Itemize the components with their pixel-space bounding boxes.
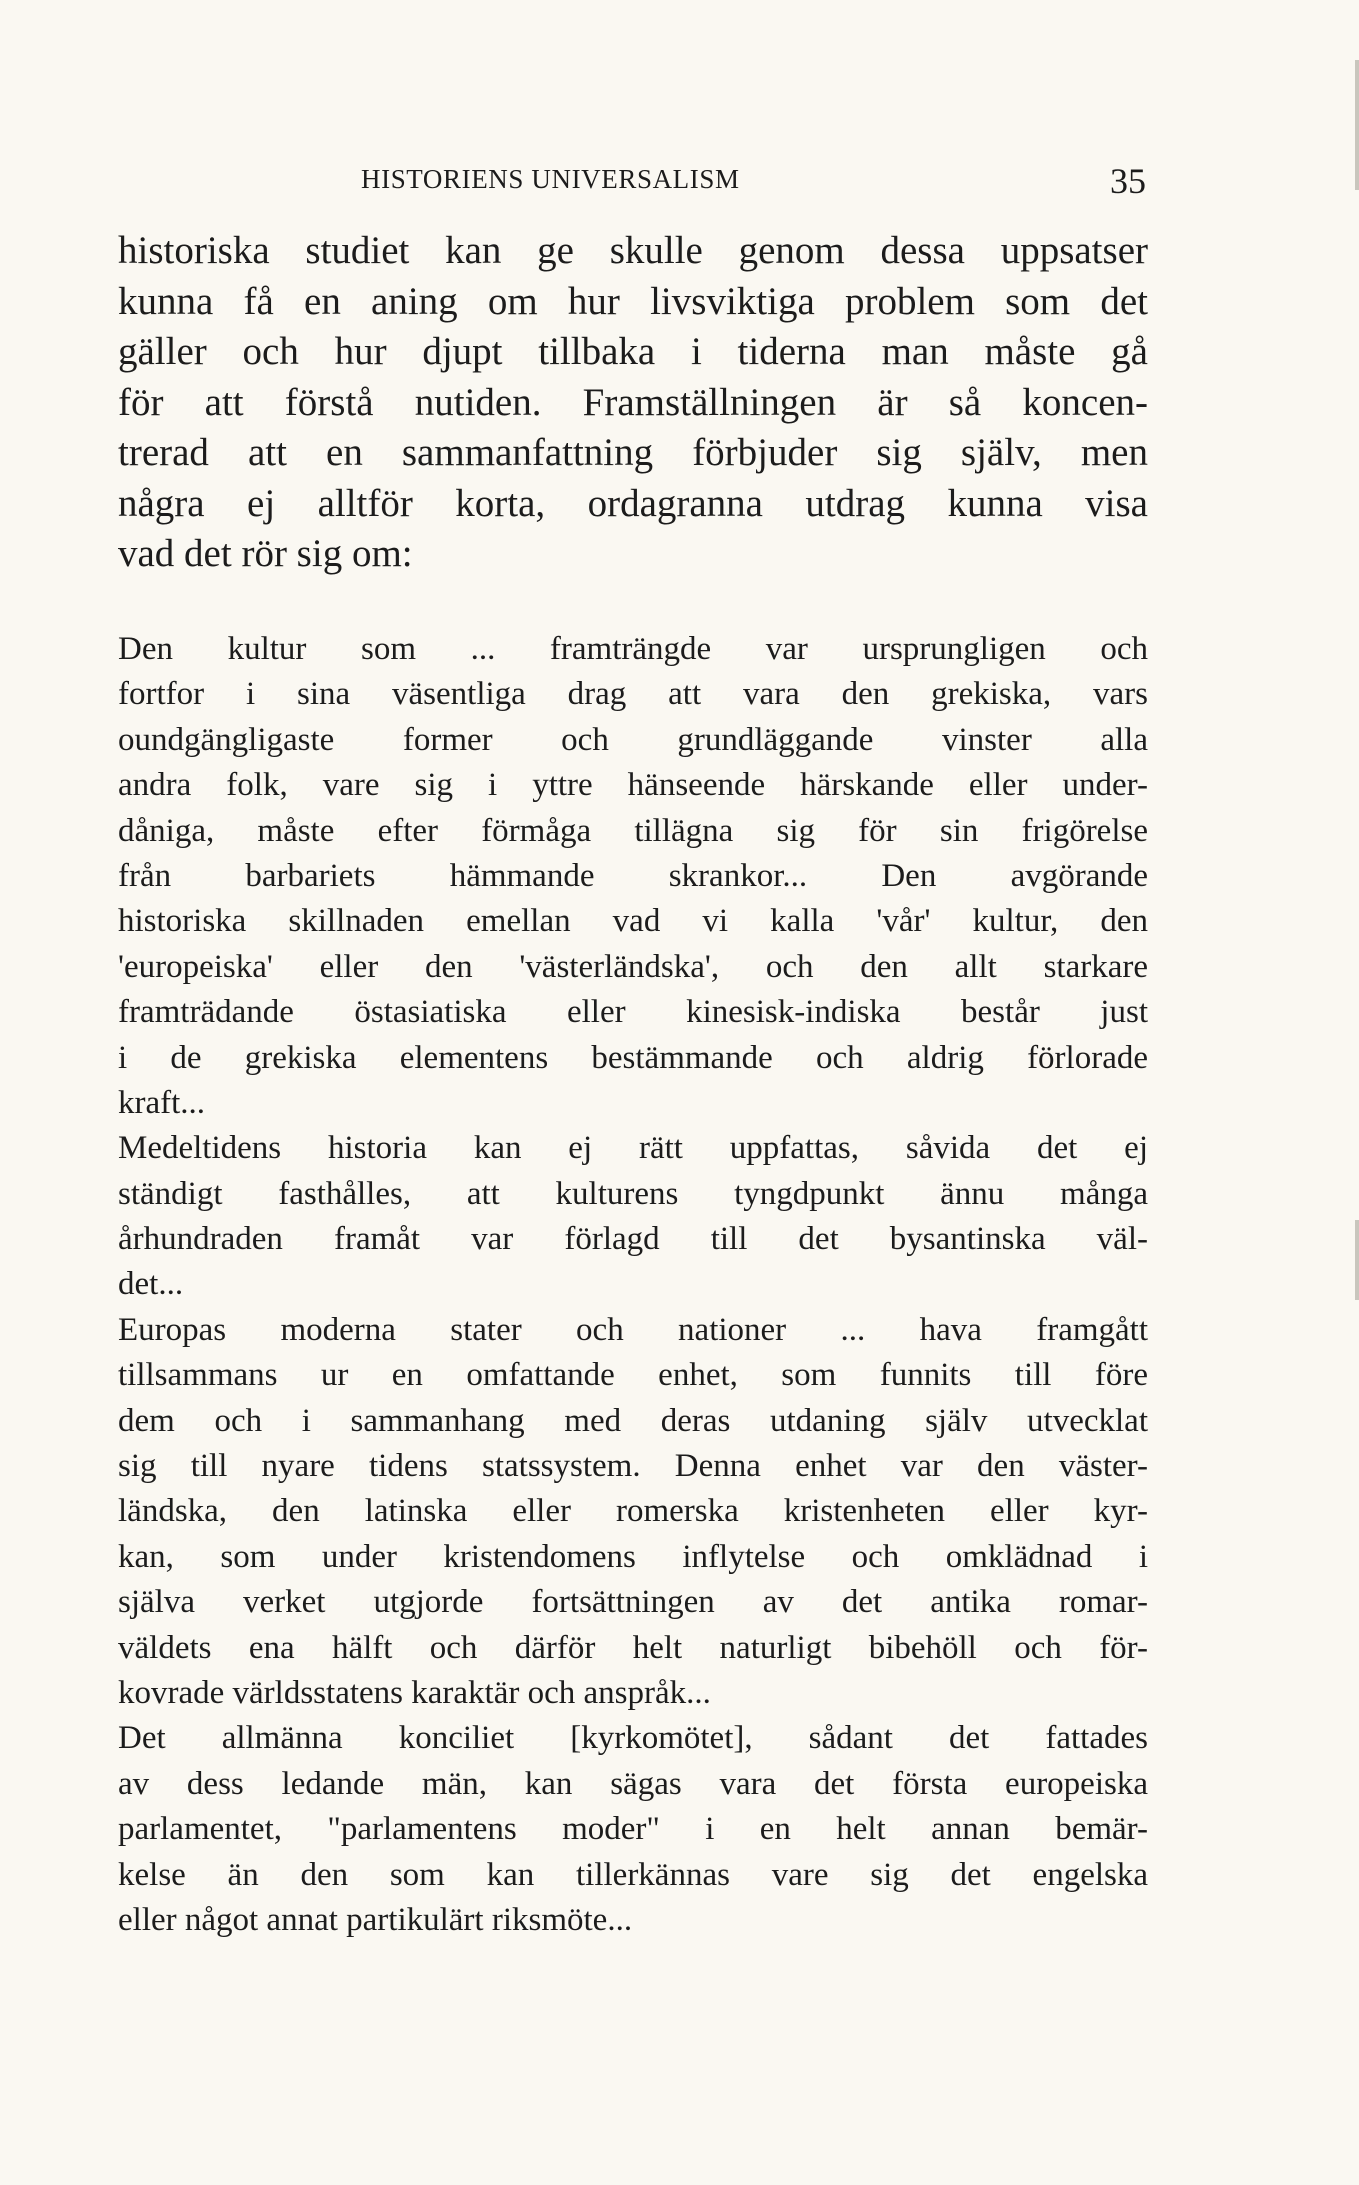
text-line: dem och i sammanhang med deras utdaning själv utvecklat <box>118 1402 1148 1439</box>
text-line: 'europeiska' eller den 'västerländska', och den allt starkare <box>118 948 1148 985</box>
text-line: kraft... <box>118 1084 206 1121</box>
text-line: av dess ledande män, kan sägas vara det första europeiska <box>118 1765 1148 1802</box>
text-line: Medeltidens historia kan ej rätt uppfattas, såvida det ej <box>118 1130 1148 1167</box>
text-line: århundraden framåt var förlagd till det bysantinska väl- <box>118 1221 1148 1258</box>
page-edge-shadow <box>1355 1220 1359 1300</box>
text-line: Europas moderna stater och nationer ... hava framgått <box>118 1311 1148 1348</box>
text-line: kunna få en aning om hur livsviktiga problem som det <box>118 279 1148 323</box>
text-line: fortfor i sina väsentliga drag att vara den grekiska, vars <box>118 676 1148 713</box>
text-line: från barbariets hämmande skrankor... Den avgörande <box>118 857 1148 894</box>
running-title: HISTORIENS UNIVERSALISM <box>361 164 740 194</box>
text-line: kovrade världsstatens karaktär och anspråk... <box>118 1674 711 1711</box>
quotation-block <box>118 627 1148 1943</box>
text-line: ländska, den latinska eller romerska kristenheten eller kyr- <box>118 1493 1148 1530</box>
text-line: det... <box>118 1266 184 1303</box>
text-line: väldets ena hälft och därför helt naturligt bibehöll och för- <box>118 1629 1148 1666</box>
text-line: i de grekiska elementens bestämmande och aldrig förlorade <box>118 1039 1148 1076</box>
quote-paragraph-4 <box>118 1716 1148 1943</box>
quote-paragraph-1 <box>118 627 1148 1126</box>
text-line: sig till nyare tidens statssystem. Denna enhet var den väster- <box>118 1448 1148 1485</box>
page-number: 35 <box>1110 161 1146 201</box>
text-line: vad det rör sig om: <box>118 532 413 575</box>
text-line: parlamentet, "parlamentens moder" i en helt annan bemär- <box>118 1811 1148 1848</box>
text-line: Det allmänna konciliet [kyrkomötet], sådant det fattades <box>118 1720 1148 1757</box>
text-line: andra folk, vare sig i yttre hänseende härskande eller under- <box>118 767 1148 804</box>
text-line: trerad att en sammanfattning förbjuder sig själv, men <box>118 431 1148 474</box>
text-line: oundgängligaste former och grundläggande vinster alla <box>118 721 1148 758</box>
text-line: framträdande östasiatiska eller kinesisk-indiska består just <box>118 994 1148 1031</box>
text-line: några ej alltför korta, ordagranna utdrag kunna visa <box>118 481 1148 525</box>
text-line: Den kultur som ... framträngde var ursprungligen och <box>118 631 1148 667</box>
quote-paragraph-2 <box>118 1126 1148 1308</box>
intro-paragraph <box>118 226 1148 580</box>
text-line: historiska skillnaden emellan vad vi kalla 'vår' kultur, den <box>118 903 1148 940</box>
running-head <box>118 160 1146 200</box>
text-line: gäller och hur djupt tillbaka i tiderna man måste gå <box>118 330 1148 373</box>
text-line: kelse än den som kan tillerkännas vare sig det engelska <box>118 1856 1148 1893</box>
text-line: för att förstå nutiden. Framställningen är så koncen- <box>118 380 1148 424</box>
quote-paragraph-3 <box>118 1308 1148 1717</box>
text-line: ständigt fasthålles, att kulturens tyngdpunkt ännu många <box>118 1175 1148 1212</box>
page-edge-shadow <box>1355 60 1359 190</box>
text-line: historiska studiet kan ge skulle genom dessa uppsatser <box>118 229 1148 272</box>
text-line: kan, som under kristendomens inflytelse och omklädnad i <box>118 1538 1148 1575</box>
text-line: själva verket utgjorde fortsättningen av det antika romar- <box>118 1584 1148 1621</box>
text-line: tillsammans ur en omfattande enhet, som funnits till före <box>118 1357 1148 1394</box>
text-line: eller något annat partikulärt riksmöte... <box>118 1901 633 1938</box>
text-line: dåniga, måste efter förmåga tillägna sig för sin frigörelse <box>118 812 1148 849</box>
